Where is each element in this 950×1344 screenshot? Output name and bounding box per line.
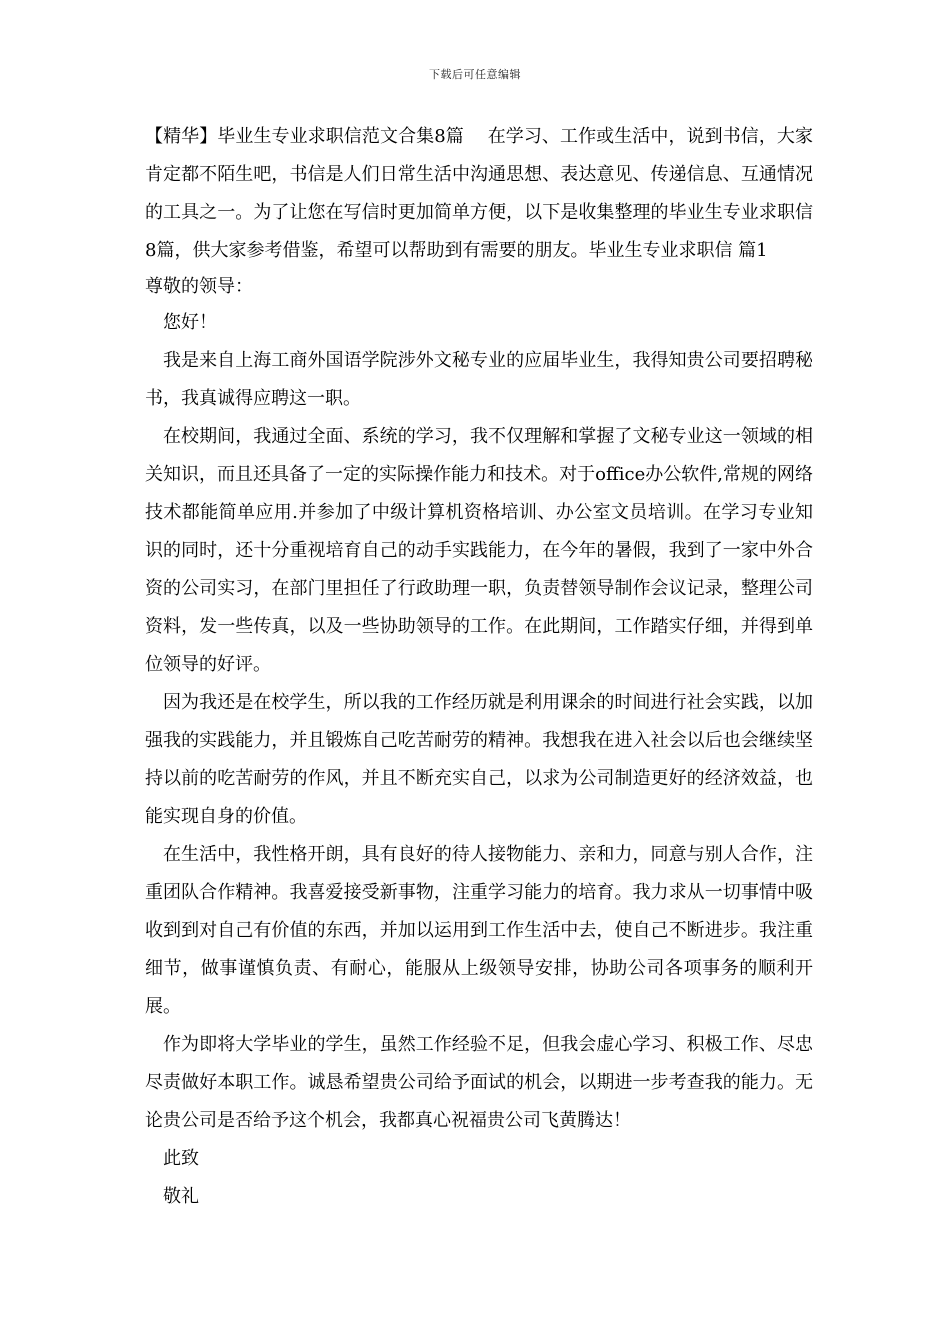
letter-body (145, 118, 813, 1216)
header-note: 下载后可任意编辑 (429, 68, 521, 81)
body-paragraph: 我是来自上海工商外国语学院涉外文秘专业的应届毕业生，我得知贵公司要招聘秘书，我真诚得应聘这一职。 (145, 350, 813, 409)
closing-line-1: 此致 (163, 1148, 199, 1169)
body-paragraph: 在校期间，我通过全面、系统的学习，我不仅理解和掌握了文秘专业这一领域的相关知识，而且还具备了一定的实际操作能力和技术。对于office办公软件,常规的网络技术都能简单应用.并参加了中级计算机资格培训、办公室文员培训。在学习专业知识的同时，还十分重视培育自己的动手实践能力，在今年的暑假，我到了一家中外合资的公司实习，在部门里担任了行政助理一职，负责替领导制作会议记录，整理公司资料，发一些传真，以及一些协助领导的工作。在此期间，工作踏实仔细，并得到单位领导的好评。 (145, 426, 813, 675)
body-paragraph: 作为即将大学毕业的学生，虽然工作经验不足，但我会虚心学习、积极工作、尽忠尽责做好本职工作。诚恳希望贵公司给予面试的机会，以期进一步考查我的能力。无论贵公司是否给予这个机会，我都真心祝福贵公司飞黄腾达！ (145, 1034, 813, 1131)
body-paragraph: 在生活中，我性格开朗，具有良好的待人接物能力、亲和力，同意与别人合作，注重团队合作精神。我喜爱接受新事物，注重学习能力的培育。我力求从一切事情中吸收到到对自己有价值的东西，并加以运用到工作生活中去，使自己不断进步。我注重细节，做事谨慎负责、有耐心，能服从上级领导安排，协助公司各项事务的顺利开展。 (145, 844, 813, 1017)
closing-line-2: 敬礼 (163, 1186, 199, 1207)
body-paragraph: 因为我还是在校学生，所以我的工作经历就是利用课余的时间进行社会实践，以加强我的实践能力，并且锻炼自己吃苦耐劳的精神。我想我在进入社会以后也会继续坚持以前的吃苦耐劳的作风，并且不断充实自己，以求为公司制造更好的经济效益，也能实现自身的价值。 (145, 692, 813, 827)
greeting: 您好！ (163, 312, 217, 333)
salutation: 尊敬的领导： (145, 276, 253, 297)
intro-paragraph: 【精华】毕业生专业求职信范文合集8篇 在学习、工作或生活中，说到书信，大家肯定都不陌生吧，书信是人们日常生活中沟通思想、表达意见、传递信息、互通情况的工具之一。为了让您在写信时更加简单方便，以下是收集整理的毕业生专业求职信8篇，供大家参考借鉴，希望可以帮助到有需要的朋友。毕业生专业求职信 篇1 (145, 126, 813, 261)
